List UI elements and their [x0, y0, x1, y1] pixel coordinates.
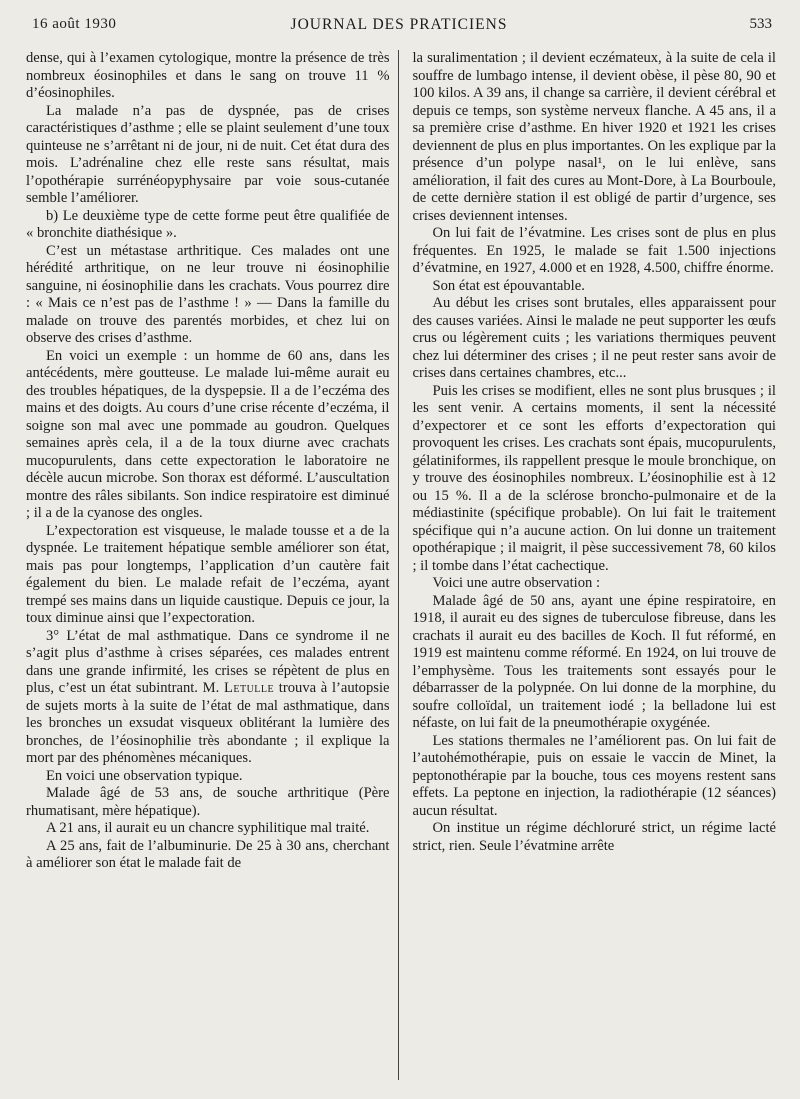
author-name: Letulle — [223, 680, 275, 696]
page-header — [22, 14, 776, 50]
page-number: 533 — [749, 16, 772, 32]
paragraph: la suralimentation ; il devient eczémateux, à la suite de cela il souffre de lumbago intense, il devient obèse, il pèse 80, 90 et 100 kilos. A 39 ans, il change sa carrière, il devient cérébral et depuis ce temps, son système nerveux flanche. A 45 ans, il a sa première crise d’asthme. En hiver 1920 et 1921 les crises deviennent de plus en plus importantes. On les explique par la présence d’un polype nasal¹, on le lui enlève, sans amélioration, il fait des cures au Mont-Dore, à La Bourboule, de cette dernière station il est obligé de partir d’urgence, ses crises deviennent intenses. — [412, 50, 776, 224]
paragraph: Puis les crises se modifient, elles ne sont plus brusques ; il les sent venir. A certains moments, il sent la nécessité d’expectorer et ce sont les efforts d’expectoration qui provoquent les crises. Les crachats sont épais, mucopurulents, gélatiniformes, ils rappellent presque le moule bronchique, on y trouve des éosinophiles nombreux. L’éosinophilie est à 12 ou 15 %. Il a de la sclérose broncho-pulmonaire et de la médiastinite (spécifique probable). On lui fait le traitement spécifique qui n’a aucune action. On lui donne un traitement opothérapique ; il maigrit, il pèse successivement 78, 60 kilos ; il tombe dans l’état cachectique. — [412, 382, 776, 574]
paragraph: dense, qui à l’examen cytologique, montre la présence de très nombreux éosinophiles et dans le sang on trouve 11 % d’éosinophiles. — [26, 50, 390, 101]
article-columns — [22, 50, 776, 1090]
issue-date: 16 août 1930 — [32, 16, 117, 32]
paragraph: On institue un régime déchloruré strict, un régime lacté strict, rien. Seule l’évatmine arrête — [412, 820, 776, 854]
paragraph: Au début les crises sont brutales, elles apparaissent pour des causes variées. Ainsi le malade ne peut supporter les œufs crus ou légèrement cuits ; les variations thermiques peuvent chez lui déterminer des crises ; il ne peut rester sans avoir de crises dans certaines chambres, etc... — [412, 295, 776, 381]
paragraph: On lui fait de l’évatmine. Les crises sont de plus en plus fréquentes. En 1925, le malade se fait 1.500 injections d’évatmine, en 1927, 4.000 et en 1928, 4.500, chiffre énorme. — [412, 225, 776, 276]
paragraph: Voici une autre observation : — [432, 575, 600, 591]
left-column — [22, 50, 390, 1090]
paragraph: L’expectoration est visqueuse, le malade tousse et a de la dyspnée. Le traitement hépatique semble améliorer son état, mais pas pour longtemps, l’application d’un cautère fait également du bien. Le malade refait de l’eczéma, ayant trempé ses mains dans un liquide caustique. Depuis ce jour, la toux diminue ainsi que l’expectoration. — [26, 522, 390, 626]
paragraph: La malade n’a pas de dyspnée, pas de crises caractéristiques d’asthme ; elle se plaint seulement d’une toux quinteuse ne s’arrêtant ni de jour, ni de nuit. Cet état dura des mois. L’adrénaline chez elle reste sans résultat, mais l’opothérapie surrénéopyphysaire par voie sous-cutanée semble l’améliorer. — [26, 102, 390, 206]
paragraph: A 21 ans, il aurait eu un chancre syphilitique mal traité. — [46, 820, 370, 836]
right-column — [398, 50, 776, 1090]
paragraph-text: 3° L’état de mal asthmatique. Dans ce syndrome il ne s’agit plus d’asthme à crises séparées, ces malades entrent dans une grande infirmité, les crises se répètent de plus en plus, c’est un état subintrant. M. — [26, 627, 390, 696]
journal-title: JOURNAL DES PRATICIENS — [290, 16, 508, 33]
paragraph: Les stations thermales ne l’améliorent pas. On lui fait de l’autohémothérapie, puis on essaie le vaccin de Minet, la peptonothérapie par la bouche, tous ces moyens restent sans effets. La peptone en injection, la radiothérapie (12 séances) aucun résultat. — [412, 732, 776, 819]
paragraph: Malade âgé de 53 ans, de souche arthritique (Père rhumatisant, mère hépatique). — [26, 785, 390, 819]
paragraph: b) Le deuxième type de cette forme peut être qualifiée de « bronchite diathésique ». — [26, 207, 390, 241]
paragraph: Son état est épouvantable. — [432, 277, 585, 294]
paragraph: A 25 ans, fait de l’albuminurie. De 25 à 30 ans, cherchant à améliorer son état le malade fait de — [26, 837, 390, 871]
paragraph-text: trouva à l’autopsie de sujets morts à la suite de l’état de mal asthmatique, dans les bronches un exsudat visqueux oblitérant la lumière des bronches, de l’éosinophilie très abondante ; il explique la mort par des phénomènes mécaniques. — [26, 680, 390, 766]
paragraph: En voici un exemple : un homme de 60 ans, dans les antécédents, mère goutteuse. Le malade lui-même aurait eu des troubles hépatiques, de la dyspepsie. Il a de l’eczéma des mains et des doigts. Au cours d’une crise récente d’eczéma, il soigne son mal avec une pommade au goudron. Quelques semaines après cela, il a de la toux diurne avec crachats mucopurulents, dans cette expectoration le laboratoire ne décèle aucun microbe. Son thorax est déformé. L’auscultation montre des râles sibilants. Son indice respiratoire est diminué ; il a de la cyanose des ongles. — [26, 347, 390, 521]
paragraph — [26, 628, 390, 768]
paragraph: Malade âgé de 50 ans, ayant une épine respiratoire, en 1918, il aurait eu des signes de tuberculose fibreuse, dans les crachats il aurait eu des bacilles de Koch. Il fut réformé, en 1919 est maintenu comme réformé. En 1924, on lui trouve de l’emphysème. Tous les traitements sont essayés pour le débarrasser de la polypnée. On lui donne de la morphine, du soufre colloïdal, un traitement iodé ; la belladone lui est néfaste, on lui fait de la pneumothérapie oxygénée. — [412, 592, 776, 731]
paragraph: En voici une observation typique. — [46, 767, 243, 784]
paragraph: C’est un métastase arthritique. Ces malades ont une hérédité arthritique, on ne leur trouve ni éosinophilie sanguine, ni éosinophilie dans les crachats. Vous pourrez dire : « Mais ce n’est pas de l’asthme ! » — Dans la famille du malade on trouve des parentés morbides, et chez lui on observe des crises d’asthme. — [26, 242, 390, 346]
